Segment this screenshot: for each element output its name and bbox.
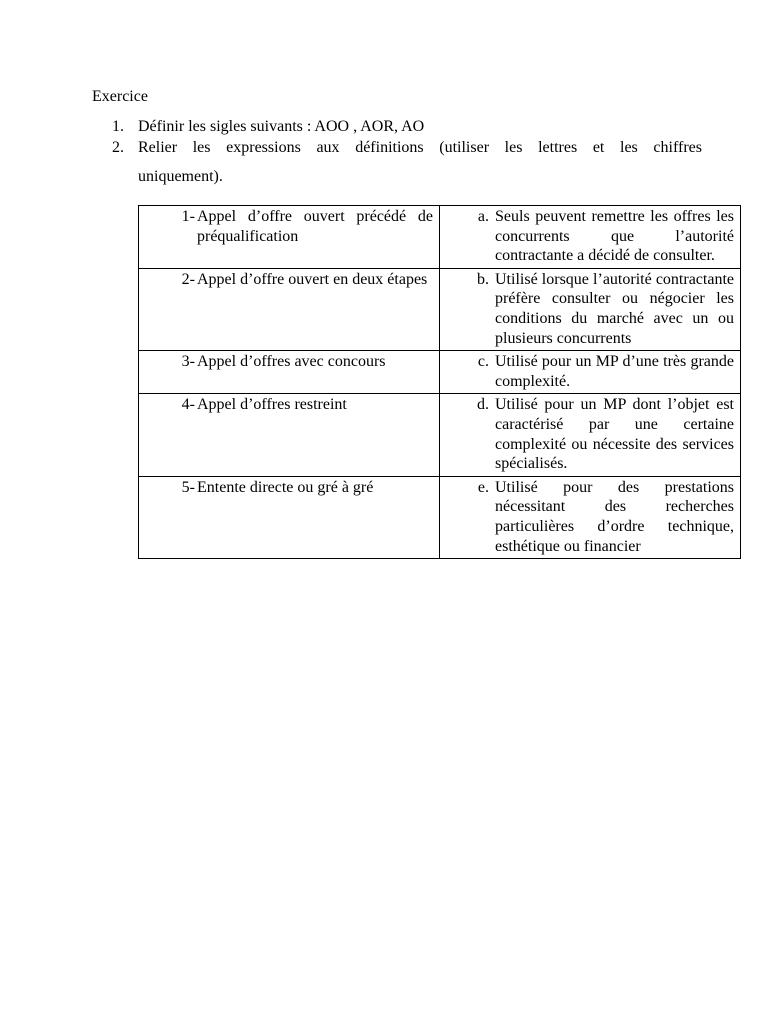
definition-letter: c. [477,353,489,371]
expression-number: 2- [181,270,195,288]
table-row [139,476,741,558]
definition-letter: e. [477,478,489,496]
definition-cell [440,394,741,476]
definition-text: Utilisé pour des prestations nécessitant des recherches particulières d’ordre technique, esthétique ou financier [495,478,734,555]
expression-text: Appel d’offre ouvert précédé de préqualification [197,208,433,245]
expression-text: Appel d’offres avec concours [197,353,386,371]
exercise-title: Exercice [92,88,148,105]
table-row [139,394,741,476]
expression-cell [139,206,440,269]
definition-cell [440,268,741,350]
table-row [139,206,741,269]
definition-letter: b. [477,270,489,288]
definition-text: Utilisé pour un MP d’une très grande complexité. [495,353,734,390]
definition-cell [440,351,741,394]
expression-number: 3- [181,353,195,371]
definition-letter: d. [477,396,489,414]
expression-cell [139,394,440,476]
definition-cell [440,206,741,269]
question-2-text-line-1: Relier les expressions aux définitions (utiliser les lettres et les chiffres [138,139,702,156]
table-row [139,268,741,350]
expression-number: 4- [181,396,195,414]
definition-text: Seuls peuvent remettre les offres les concurrents que l’autorité contractante a décidé de consulter. [495,208,734,265]
matching-table [138,205,741,559]
question-2-number: 2. [112,139,124,156]
question-2-text-line-2: uniquement). [138,168,223,185]
expression-number: 1- [181,208,195,225]
question-2-text [138,138,702,187]
question-1-text: Définir les sigles suivants : AOO , AOR, AO [138,118,425,135]
expression-cell [139,268,440,350]
expression-text: Appel d’offres restreint [197,396,347,414]
expression-cell [139,476,440,558]
expression-cell [139,351,440,394]
table-row [139,351,741,394]
definition-letter: a. [477,208,489,225]
expression-text: Appel d’offre ouvert en deux étapes [197,270,428,288]
definition-text: Utilisé pour un MP dont l’objet est caractérisé par une certaine complexité ou nécessite des services spécialisés. [495,396,734,473]
question-1-number: 1. [112,118,124,135]
definition-cell [440,476,741,558]
definition-text: Utilisé lorsque l’autorité contractante préfère consulter ou négocier les conditions du marché avec un ou plusieurs concurrents [495,270,734,347]
expression-number: 5- [181,478,195,496]
expression-text: Entente directe ou gré à gré [197,478,374,496]
